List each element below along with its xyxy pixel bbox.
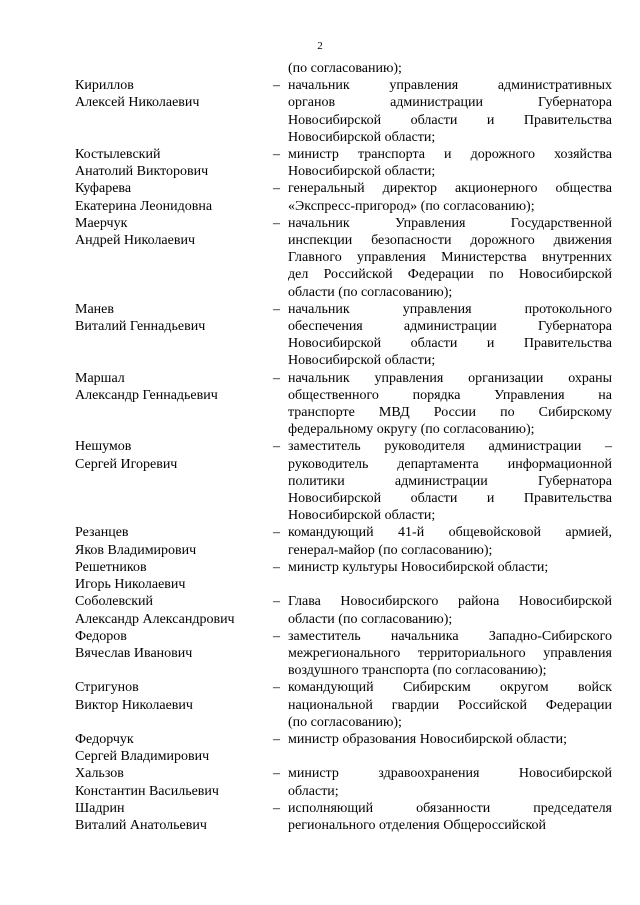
- position-line: инспекции безопасности дорожного движения: [288, 233, 612, 249]
- member-row: [75, 215, 612, 301]
- member-position: [288, 146, 612, 180]
- member-row: [75, 438, 612, 524]
- dash-separator: –: [273, 525, 280, 541]
- member-name: Маршал Александр Геннадьевич: [75, 370, 218, 403]
- position-line: начальник Управления Государственной: [288, 215, 612, 231]
- dash-separator: –: [273, 559, 280, 575]
- member-row: [75, 679, 612, 731]
- member-position: [288, 628, 612, 680]
- position-line: области;: [288, 783, 339, 799]
- dash-separator: –: [273, 78, 280, 94]
- member-position: [288, 438, 612, 524]
- position-line: Новосибирской области;: [288, 353, 436, 369]
- member-name: Решетников Игорь Николаевич: [75, 559, 186, 593]
- member-row: [75, 559, 612, 593]
- dash-separator: –: [273, 680, 280, 696]
- position-line: командующий Сибирским округом войск: [288, 680, 612, 696]
- dash-separator: –: [273, 301, 280, 317]
- member-row: [75, 77, 612, 146]
- member-row: [75, 731, 612, 765]
- member-name: Соболевский Александр Александрович: [75, 594, 235, 627]
- dash-separator: –: [273, 147, 280, 163]
- dash-separator: –: [273, 766, 280, 782]
- dash-separator: –: [273, 181, 280, 197]
- position-line: обеспечения администрации Губернатора: [288, 319, 612, 335]
- position-line: заместитель начальника Западно-Сибирского: [288, 628, 612, 644]
- member-name: Федоров Вячеслав Иванович: [75, 628, 193, 661]
- continuation-text: (по согласованию);: [288, 61, 402, 76]
- member-name: Федорчук Сергей Владимирович: [75, 731, 210, 765]
- position-line: Главного управления Министерства внутренних: [288, 250, 612, 266]
- member-position: [288, 180, 612, 214]
- position-line: воздушного транспорта (по согласованию);: [288, 663, 547, 679]
- member-name: Маерчук Андрей Николаевич: [75, 215, 195, 249]
- member-row: [75, 146, 612, 180]
- member-row: [75, 524, 612, 558]
- dash-separator: –: [273, 731, 280, 747]
- member-rows: [75, 77, 612, 834]
- position-line: федеральному округу (по согласованию);: [288, 422, 535, 438]
- position-line: Новосибирской области;: [288, 508, 436, 524]
- position-line: области (по согласованию);: [288, 611, 453, 627]
- member-row: [75, 628, 612, 680]
- member-name: Резанцев Яков Владимирович: [75, 525, 197, 558]
- dash-separator: –: [273, 628, 280, 644]
- member-position: [288, 800, 612, 834]
- position-line: начальник управления протокольного: [288, 301, 612, 317]
- member-name: Нешумов Сергей Игоревич: [75, 439, 178, 472]
- position-line: общественного порядка Управления на: [288, 387, 612, 403]
- position-line: транспорте МВД России по Сибирскому: [288, 405, 612, 421]
- position-line: начальник управления организации охраны: [288, 370, 612, 386]
- dash-separator: –: [273, 800, 280, 816]
- position-line: Глава Новосибирского района Новосибирской: [288, 594, 612, 610]
- position-line: министр транспорта и дорожного хозяйства: [288, 147, 612, 163]
- page-number: 2: [317, 40, 323, 52]
- position-line: руководитель департамента информационной: [288, 456, 612, 472]
- position-line: министр образования Новосибирской области;: [288, 731, 567, 747]
- position-line: Новосибирской области и Правительства: [288, 112, 612, 128]
- position-line: (по согласованию);: [288, 714, 402, 730]
- position-line: Новосибирской области и Правительства: [288, 336, 612, 352]
- continuation-line: [75, 60, 612, 77]
- member-row: [75, 800, 612, 834]
- position-line: органов администрации Губернатора: [288, 95, 612, 111]
- position-line: Новосибирской области и Правительства: [288, 491, 612, 507]
- position-line: Новосибирской области;: [288, 129, 436, 145]
- position-line: области (по согласованию);: [288, 284, 453, 300]
- position-line: генеральный директор акционерного общества: [288, 181, 612, 197]
- member-row: [75, 301, 612, 370]
- member-name: Шадрин Виталий Анатольевич: [75, 800, 207, 833]
- member-position: [288, 731, 612, 748]
- member-name: Стригунов Виктор Николаевич: [75, 680, 193, 713]
- position-line: генерал-майор (по согласованию);: [288, 542, 493, 558]
- member-row: [75, 593, 612, 627]
- member-position: [288, 593, 612, 627]
- member-name: Куфарева Екатерина Леонидовна: [75, 181, 213, 214]
- member-position: [288, 370, 612, 439]
- member-list: [75, 60, 612, 834]
- position-line: исполняющий обязанности председателя: [288, 800, 612, 816]
- position-line: «Экспресс-пригород» (по согласованию);: [288, 198, 535, 214]
- dash-separator: –: [273, 215, 280, 231]
- position-line: политики администрации Губернатора: [288, 473, 612, 489]
- member-row: [75, 180, 612, 214]
- position-line: заместитель руководителя администрации –: [288, 439, 612, 455]
- position-line: министр культуры Новосибирской области;: [288, 559, 549, 575]
- position-line: регионального отделения Общероссийской: [288, 817, 547, 833]
- member-position: [288, 559, 612, 576]
- member-name: Кириллов Алексей Николаевич: [75, 78, 200, 111]
- member-position: [288, 215, 612, 301]
- member-row: [75, 765, 612, 799]
- member-position: [288, 77, 612, 146]
- position-line: национальной гвардии Российской Федерации: [288, 697, 612, 713]
- dash-separator: –: [273, 439, 280, 455]
- member-name: Костылевский Анатолий Викторович: [75, 147, 209, 180]
- position-line: Новосибирской области;: [288, 164, 436, 180]
- position-line: министр здравоохранения Новосибирской: [288, 766, 612, 782]
- member-name: Манев Виталий Геннадьевич: [75, 301, 206, 335]
- member-position: [288, 301, 612, 370]
- member-row: [75, 370, 612, 439]
- member-position: [288, 679, 612, 731]
- position-line: начальник управления административных: [288, 78, 612, 94]
- position-line: дел Российской Федерации по Новосибирской: [288, 267, 612, 283]
- member-name: Хальзов Константин Васильевич: [75, 766, 219, 799]
- member-position: [288, 765, 612, 799]
- dash-separator: –: [273, 370, 280, 386]
- position-line: межрегионального территориального управления: [288, 645, 612, 661]
- position-line: командующий 41-й общевойсковой армией,: [288, 525, 612, 541]
- dash-separator: –: [273, 594, 280, 610]
- member-position: [288, 524, 612, 558]
